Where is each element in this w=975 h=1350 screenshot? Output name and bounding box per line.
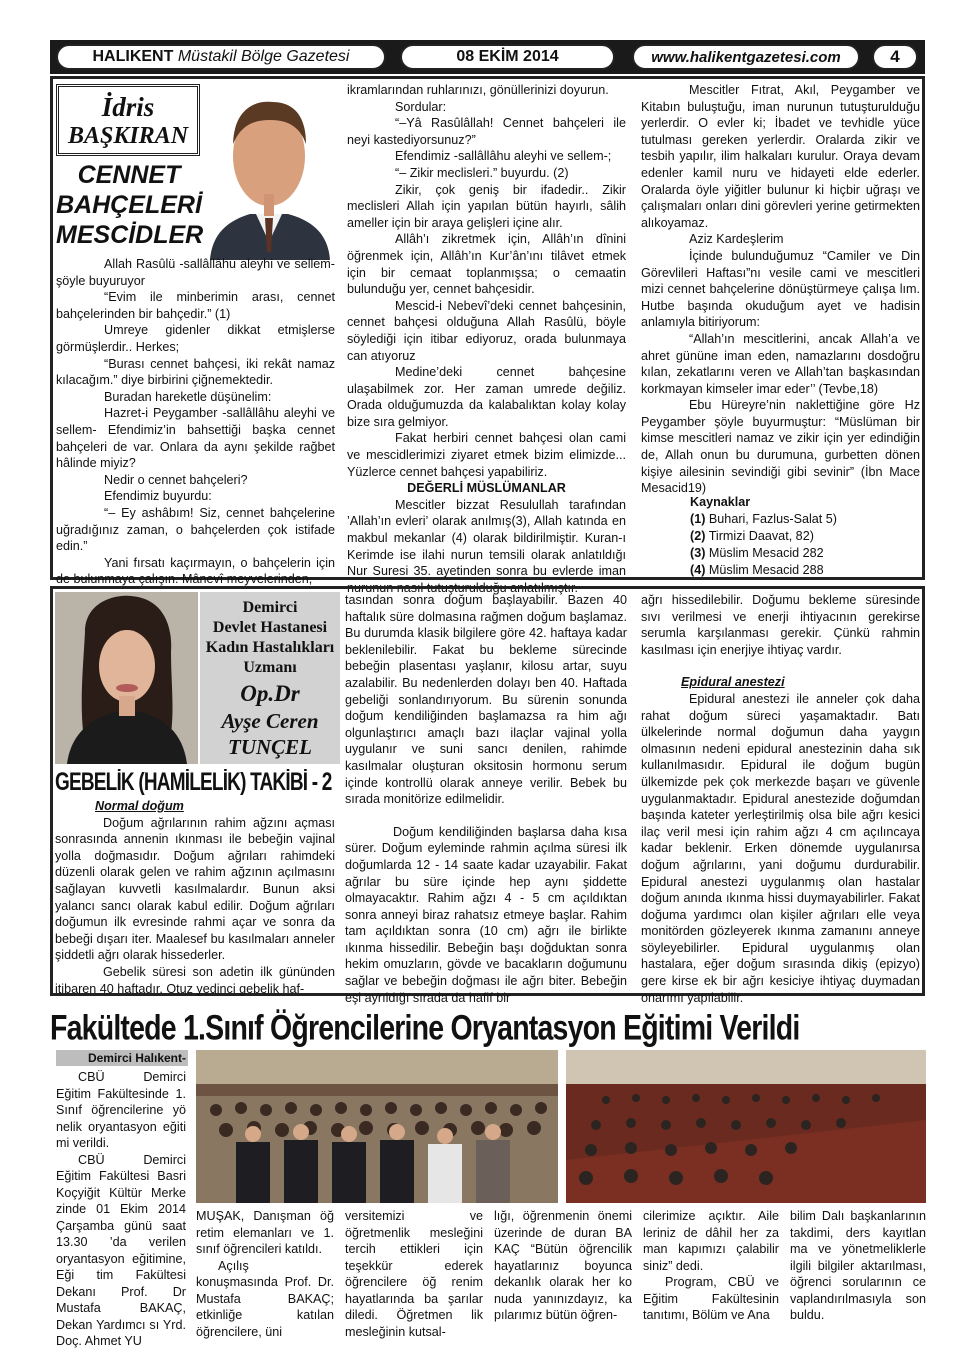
paragraph: Program, CBÜ ve Eğitim Fakültesinin tanıtımı, Bölüm ve Ana: [643, 1275, 779, 1322]
article1-col1: [56, 256, 335, 588]
article2-col2: [345, 592, 627, 1006]
author-name-box: [56, 84, 200, 156]
paragraph: “– Ey ashâbım! Siz, cennet bahçelerine uğradığınız zaman, o bahçelerden çok istifade edin.”: [56, 505, 335, 554]
references-title: Kaynaklar: [690, 495, 751, 509]
article3-byline: Demirci Halıkent-: [56, 1050, 188, 1066]
paragraph: “– Zikir meclisleri.” buyurdu. (2): [395, 165, 569, 180]
paper-subtitle: Müstakil Bölge Gazetesi: [177, 48, 350, 65]
paragraph: Aziz Kardeşlerim: [689, 232, 784, 247]
paragraph: versitemizi ve öğretmenlik mesleğini tercih ettikleri için teşekkür ederek öğrencilere öğ renim hayatlarında ba şarılar diledi. Öğretmen lik mesleğinin kutsal-: [345, 1209, 483, 1339]
article2-col1: [55, 798, 335, 997]
article1-title: [56, 160, 202, 250]
paragraph: Mescitler bizzat Resulullah tarafından ’Allah’ın evleri’ olarak anılmış(3), Allah katında en makbul mekanlar (4) olarak bildirilmiştir. Kuran-ı Kerimde ise ilahi nurun temsili olarak anlatıldığı Nur Suresi 35. ayetinden sonra bu evlerde iman nurunun nasıl tutuşturulduğu anlatılmıştır.: [347, 497, 626, 595]
paragraph: Medine’deki cennet bahçesine ulaşabilmek zor. Her zaman umrede değiliz. Orada olduğumuzda da kalabalıktan kolay kolay bize sıra gelmiyor.: [347, 365, 626, 429]
reference-item: (1) Buhari, Fazlus-Salat 5): [690, 512, 837, 526]
subheading-epidural: Epidural anestezi: [681, 675, 785, 690]
paragraph: Mescid-i Nebevî’deki cennet bahçesinin, cennet bahçesi olduğuna Allah Rasûlü, böyle söylediği için itibar ediyoruz, orada bulunmaya can atıyoruz: [347, 298, 626, 363]
paragraph: Hazret-i Peygamber -sallâllâhu aleyhi ve sellem- Efendimiz’in bahsettiği başka cennet bahçeleri de var. Onlara da aynı şekilde rağbet hâlinde miyiz?: [56, 406, 335, 471]
paragraph: “Burası cennet bahçesi, iki rekât namaz kılacağım.” diye birbirini çiğnemektedir.: [56, 356, 335, 388]
paragraph: Allah Rasûlü -sallâllâhu aleyhi ve sellem- şöyle buyuruyor: [56, 257, 335, 288]
author-first-name: İdris: [101, 92, 155, 122]
website-link[interactable]: www.halikentgazetesi.com: [651, 48, 841, 66]
doctor-surname: TUNÇEL: [228, 735, 312, 759]
doctor-box-line: Uzmanı: [243, 659, 297, 676]
paragraph: Efendimiz -sallâllâhu aleyhi ve sellem-;: [395, 149, 612, 164]
references: [690, 494, 910, 579]
paragraph: Buradan hareketle düşünelim:: [104, 389, 272, 404]
paragraph: Epidural anestezi ile anneler çok daha rahat doğum süreci yaşamaktadır. Batı ülkelerinde normal doğumun daha yaygın olmasının nedeni epidural anestezinin daha sık kullanılmasıdır. Epidural ile doğum bugün ülkemizde pek çok merkezde başarı ve güvenle uygulanmaktadır. Epidural anestezide doğumdan başında kateter yerleştirilmiş olsa bile ağrı kesici ilaç veril mesi için rahim ağzı 4 cm açılıncaya kadar beklenir. Erken dönemde uygulanırsa doğum ağrılarını, yani doğumu durdurabilir. Epidural anestezi uygulanmış olan hastalar doğum anında ıkınma hissi duymayabilirler. Fakat doğuma yardımcı olan kişiler ağrıları elle veya monitörden gözleyerek ıkınma zamanını anneye söyleyebilirler. Epidural uygulanmış olan hastalara, eğer doğum sırasında dikiş (epizyo) gere kirse ek bir ağrı kesiciye ihtiyaç duymadan onarımı yapılabilir.: [641, 691, 920, 1005]
page-number: 4: [890, 47, 900, 66]
paragraph: cilerimize açıktır. Aile leriniz de dâhil her za man kapımızı çalabilir siniz” dedi.: [643, 1209, 779, 1273]
paragraph: Efendimiz buyurdu:: [104, 489, 212, 504]
paper-name: HALIKENT: [92, 48, 174, 65]
article3-left-col: [56, 1069, 186, 1350]
paragraph: CBÜ Demirci Eğitim Fakültesi Basri Koçyiğit Kültür Merke zinde 01 Ekim 2014 Çarşamba günü saat 13.30 ’da verilen oryantasyon eğitimine, Eği tim Fakültesi Dekanı Prof. Dr Mustafa BAKAÇ, Dekan Yardımcı sı Yrd. Doç. Ahmet YU: [56, 1152, 186, 1348]
article3-col-c: [494, 1208, 632, 1324]
paragraph: ağrı hissedilebilir. Doğumu bekleme süresinde sıvı verilmesi ve enerji ihtiyacının gerekirse serumla karşılanması gerekir. Çünkü rahmin kasılması için enerjiye ihtiyaç vardır.: [641, 593, 920, 657]
subheading-normal-birth: Normal doğum: [95, 799, 184, 813]
article2-headline: GEBELİK (HAMİLELİK) TAKİBİ - 2: [55, 769, 332, 797]
article3-col-d: [643, 1208, 779, 1324]
author-last-name: BAŞKIRAN: [67, 123, 189, 149]
doctor-title-box: [200, 592, 340, 764]
reference-item: (3) Müslim Mesacid 282: [690, 546, 824, 560]
paragraph: Zikir, çok geniş bir ifadedir.. Zikir meclisleri Allah için yapılan bütün hayırlı, sâlih ameller için bir araya gelişleri içine alır.: [347, 182, 626, 230]
issue-date: 08 EKİM 2014: [456, 48, 559, 65]
paragraph: İçinde bulunduğumuz “Camiler ve Din Görevlileri Haftası”nı vesile cami ve mescitleri mizi cennet bahçelerine dönüştürmeye çalışa lım. Hutbe başında okuduğum ayet ve hadisin anlamıyla bitiriyorum:: [641, 248, 920, 330]
paragraph: Fakat herbiri cennet bahçesi olan cami ve mescidlerimizi ziyaret etmek bizim elimizde... Yüzlerce cennet bahçesi yapabiliriz.: [347, 431, 626, 479]
date-pill: [400, 44, 615, 70]
doctor-box-line: Kadın Hastalıkları: [205, 639, 335, 656]
article3-col-e: [790, 1208, 926, 1324]
paragraph: Gebelik süresi son adetin ilk gününden itibaren 40 haftadır. Otuz yedinci gebelik haf-: [55, 964, 335, 996]
doctor-title: Op.Dr: [240, 681, 300, 706]
doctor-photo: [55, 592, 198, 764]
masthead-pill: [56, 44, 386, 70]
article1-title-line: BAHÇELERİ: [56, 191, 202, 219]
section-heading: DEĞERLİ MÜSLÜMANLAR: [407, 481, 566, 496]
article1-col2: [347, 82, 626, 596]
doctor-box-line: Demirci: [242, 599, 298, 616]
page-number-pill: [872, 44, 918, 70]
paragraph: tasından sonra doğum başlayabilir. Bazen 40 haftalık süre dolmasına rağmen doğum başlamaz. Bu durumda klasik bilgilere göre 42. haftaya kadar beklenilebilir. Fakat bu bekleme sürecinde bebeğin plasentası yaşlanır, kilosu artar, suyu azalabilir. Bu nedenlerden dolayı ben 40. Haftada gebeliği sonlandırıyorum. Bu sürenin sonunda doğum kendiliğinden başlamazsa ra him ağı olgunlaştırıcı amaçlı bazı ilaçlar vajinal yolla uygulanır ve suni sancı denilen, rahimde kasılmalar oluşturan oksitosin hormonu serum içinde kontrollü olarak anneye verilir. Bebek bu sırada monitörize edilmelidir.: [345, 593, 627, 807]
article1-title-line: MESCİDLER: [56, 221, 204, 249]
paragraph: Yani fırsatı kaçırmayın, o bahçelerin için de bulunmaya çalışın. Mânevî meyvelerinden,: [56, 555, 335, 587]
paragraph: Doğum kendiliğinden başlarsa daha kısa sürer. Doğum eyleminde rahmin açılma süresi ilk doğumlarda 12 - 14 saate kadar uzayabilir. Fakat ağrılar bu süre içinde hep aynı şiddette olmayacaktır. Rahim ağzı 4 - 5 cm açıldıktan sonra anneyi biraz rahatsız etmeye başlar. Rahim tam açıldıktan sonra (10 cm) ağrı ile birlikte ıkınma hissedilir. Bebeğin başı doğduktan sonra hekim omuzların, gövde ve bacakların doğumunu sağlar ve bebeğin doğması ile ağrı biter. Bebeğin eşi ayrıldığı sırada da hafif bir: [345, 824, 627, 1005]
paragraph: ikramlarından ruhlarınızı, gönüllerinizi doyurun.: [347, 83, 609, 97]
paragraph: “Allah’ın mescitlerini, ancak Allah’a ve ahret gününe iman eden, namazlarını dosdoğru kılan, zekatlarını veren ve Allah’tan başkasından korkmayan kimseler imar eder’’ (Tevbe,18): [641, 331, 920, 396]
article3-col-a: [196, 1208, 334, 1340]
paragraph: Allâh’ı zikretmek için, Allâh’ın dînini öğrenmek için, Allâh’ın Kur’ân’ını tilâvet etmek için bir cemaat toplanmışsa; o cemaatin bulunduğu yer, cennet bahçesidir.: [347, 232, 626, 297]
paragraph: lığı, öğrenmenin önemi üzerinde de duran BA KAÇ “Bütün öğrencilik hayatlarınız boyunca dekanlık olarak her ko nuda yanınızdayız, ka pılarımız bütün öğren-: [494, 1209, 632, 1322]
event-photo-right: [566, 1050, 926, 1203]
paragraph: MUŞAK, Danışman öğ retim elemanları ve 1. sınıf öğrencileri katıldı.: [196, 1209, 334, 1256]
paragraph: bilim Dalı başkanlarının takdimi, ders kayıtlan ma ve yönetmeliklerle ilgili bilgiler aktarılması, öğrenci sorularının ce vaplandırılmasıyla son buldu.: [790, 1209, 926, 1322]
paragraph: Nedir o cennet bahçeleri?: [104, 472, 248, 487]
doctor-name: Ayşe Ceren: [221, 709, 319, 733]
paragraph: Ebu Hüreyre’nin naklettiğine göre Hz Peygamber şöyle buyurmuştur: “Müslüman bir kimse mescitleri namaz ve zikir için yer edindiğin de, Allah onun bu durumuna, gurbetten dönen kişiye ailesinin sevindiği gibi sevinir” (İbn Mace Mesacid19): [641, 398, 920, 496]
paragraph: Umreye gidenler dikkat etmişlerse görmüşlerdir.. Herkes;: [56, 323, 335, 354]
article2-col3: [641, 592, 920, 1006]
doctor-box-line: Devlet Hastanesi: [212, 619, 328, 636]
paragraph: “Evim ile minberimin arası, cennet bahçelerinden bir bahçedir.” (1): [56, 290, 335, 321]
paragraph: Açılış konuşmasında Prof. Dr. Mustafa BAKAÇ; etkinliğe katılan öğrencilere, üni: [196, 1258, 334, 1339]
article3-headline: Fakültede 1.Sınıf Öğrencilerine Oryantasyon Eğitimi Verildi: [50, 1008, 800, 1048]
paragraph: Mescitler Fıtrat, Akıl, Peygamber ve Kitabın buluştuğu, iman nurunun tutuşturulduğu yerlerdir. O evler ki; İbadet ve tevhidle yüce tutulması gereken yerlerdir. Oralarda zikir ve tesbih yapılır, ilim halkaları kurulur. Oraya devam edenler kamil nuru ve hidayeti elde ederler. Oralarda öyle yiğitler bulunur ki hiçbir uğraşı ve çalışmaları onları dini görevleri yerine getirmekten alıkoyamaz.: [641, 83, 920, 230]
article1-col3: [641, 82, 920, 497]
paragraph: CBÜ Demirci Eğitim Fakültesinde 1. Sınıf öğrencilerine yö nelik oryantasyon eğiti mi verildi.: [56, 1070, 186, 1150]
event-photo-left: [196, 1050, 558, 1203]
paragraph: “–Yâ Rasûlâllah! Cennet bahçeleri ile neyi kastediyorsunuz?”: [347, 116, 626, 147]
reference-item: (2) Tirmizi Daavat, 82): [690, 529, 814, 543]
article3-col-b: [345, 1208, 483, 1340]
paragraph: Sordular:: [395, 99, 447, 114]
author-photo: [200, 82, 338, 260]
reference-item: (4) Müslim Mesacid 288: [690, 563, 824, 577]
paragraph: Doğum ağrılarının rahim ağzını açması sonrasında annenin ıkınması ile bebeğin vajinal yolla doğmasıdır. Doğum ağrıları rahimdeki düzenli olarak gelen ve rahim ağzının açılmasını sağlayan kuvvetli kasılmalardır. Bunun aksi yalancı sancı olarak kabul edilir. Doğum ağrıları doğumun ilk evresinde rahmi açar ve sonra da bebeği dışarı iter. Maalesef bu kasılmaları anneler şiddetli ağrı olarak hissederler.: [55, 815, 335, 963]
website-pill: [632, 44, 860, 70]
article1-title-line: CENNET: [77, 161, 181, 189]
